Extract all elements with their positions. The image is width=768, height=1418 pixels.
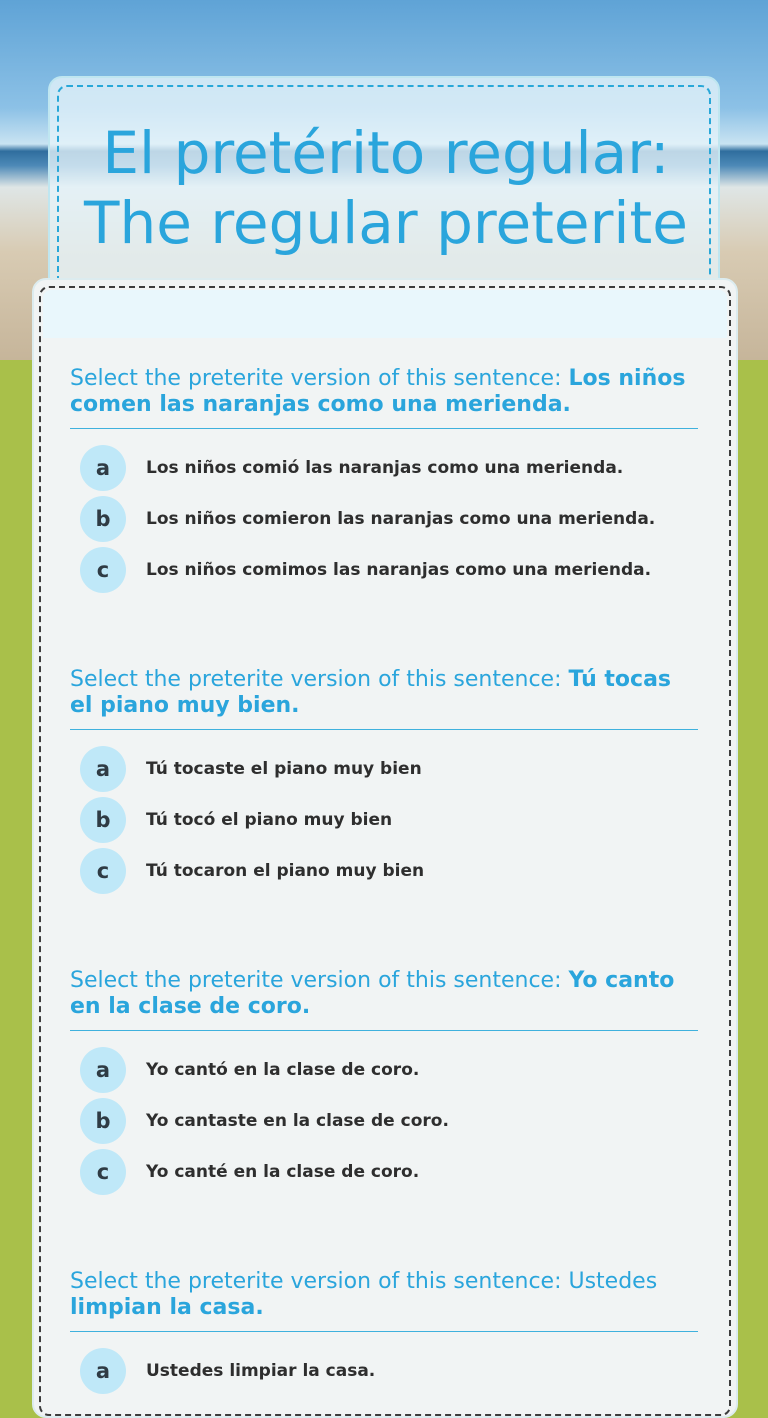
- options-list: [70, 445, 698, 593]
- option-letter-bubble[interactable]: c: [80, 1149, 126, 1195]
- page-title: El pretérito regular: The regular preterite: [84, 119, 688, 257]
- option-letter-bubble[interactable]: a: [80, 1047, 126, 1093]
- option-letter-bubble[interactable]: b: [80, 496, 126, 542]
- question-prompt: [70, 366, 698, 429]
- answer-option-b[interactable]: [70, 1098, 698, 1144]
- option-text[interactable]: Yo canté en la clase de coro.: [146, 1162, 420, 1182]
- option-text[interactable]: Yo cantó en la clase de coro.: [146, 1060, 420, 1080]
- answer-option-b[interactable]: [70, 496, 698, 542]
- prompt-lead: Select the preterite version of this sentence: Ustedes: [70, 1269, 658, 1294]
- option-text[interactable]: Los niños comimos las naranjas como una merienda.: [146, 560, 652, 580]
- option-text[interactable]: Tú tocaron el piano muy bien: [146, 861, 425, 881]
- answer-option-c[interactable]: [70, 1149, 698, 1195]
- option-text[interactable]: Tú tocaste el piano muy bien: [146, 759, 422, 779]
- question-prompt: [70, 667, 698, 730]
- answer-option-a[interactable]: [70, 1348, 698, 1394]
- answer-option-b[interactable]: [70, 797, 698, 843]
- option-text[interactable]: Yo cantaste en la clase de coro.: [146, 1111, 449, 1131]
- prompt-lead: Select the preterite version of this sentence:: [70, 667, 569, 692]
- answer-option-c[interactable]: [70, 547, 698, 593]
- options-list: [70, 1348, 698, 1394]
- answer-option-a[interactable]: [70, 1047, 698, 1093]
- question-3: [70, 968, 698, 1200]
- question-prompt: [70, 968, 698, 1031]
- option-letter-bubble[interactable]: c: [80, 848, 126, 894]
- prompt-sentence: Tú tocas el piano muy bien.: [70, 667, 672, 718]
- option-text[interactable]: Los niños comieron las naranjas como una merienda.: [146, 509, 656, 529]
- option-letter-bubble[interactable]: a: [80, 1348, 126, 1394]
- answer-option-a[interactable]: [70, 746, 698, 792]
- option-letter-bubble[interactable]: b: [80, 797, 126, 843]
- question-prompt: [70, 1269, 698, 1332]
- prompt-lead: Select the preterite version of this sentence:: [70, 366, 569, 391]
- prompt-lead: Select the preterite version of this sentence:: [70, 968, 569, 993]
- option-letter-bubble[interactable]: a: [80, 746, 126, 792]
- question-2: [70, 667, 698, 899]
- question-1: [70, 366, 698, 598]
- answer-option-a[interactable]: [70, 445, 698, 491]
- options-list: [70, 746, 698, 894]
- option-letter-bubble[interactable]: a: [80, 445, 126, 491]
- option-text[interactable]: Ustedes limpiar la casa.: [146, 1361, 376, 1381]
- prompt-sentence: Yo canto en la clase de coro.: [70, 968, 675, 1019]
- prompt-sentence: limpian la casa.: [70, 1295, 264, 1320]
- prompt-sentence: Los niños comen las naranjas como una merienda.: [70, 366, 686, 417]
- option-text[interactable]: Los niños comió las naranjas como una merienda.: [146, 458, 624, 478]
- option-letter-bubble[interactable]: c: [80, 547, 126, 593]
- option-letter-bubble[interactable]: b: [80, 1098, 126, 1144]
- title-card: [48, 76, 720, 306]
- option-text[interactable]: Tú tocó el piano muy bien: [146, 810, 393, 830]
- answer-option-c[interactable]: [70, 848, 698, 894]
- worksheet-header: [43, 290, 727, 338]
- options-list: [70, 1047, 698, 1195]
